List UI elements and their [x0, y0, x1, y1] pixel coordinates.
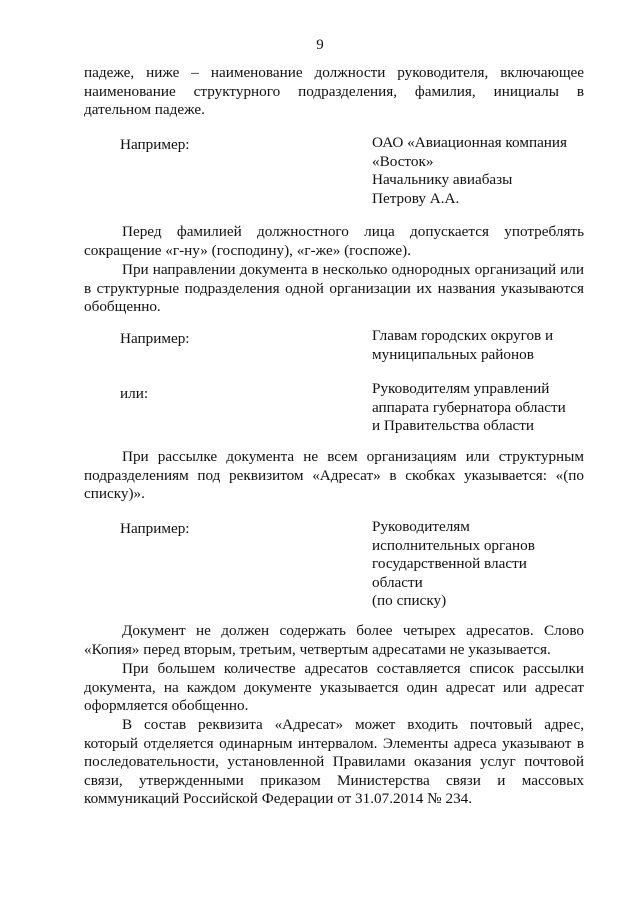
address-line: Начальнику авиабазы [372, 171, 513, 188]
example-label-1: Например: [120, 136, 190, 153]
address-line: исполнительных органов [372, 536, 535, 554]
paragraph-mailing-list: При большем количестве адресатов составляется список рассылки документа, на каждом документе указывается один адресат или адресат оформляется обобщенно. [84, 660, 584, 714]
example-label-4: Например: [120, 520, 190, 537]
example-address-2 [372, 327, 602, 364]
paragraph-by-list: При рассылке документа не всем организациям или структурным подразделениям под реквизитом «Адресат» в скобках указывается: «(по списку)». [84, 448, 584, 502]
address-line: Петрову А.А. [372, 189, 460, 207]
address-line: аппарата губернатора области [372, 398, 566, 416]
example-label-3: или: [120, 385, 149, 402]
paragraph-multiple-organizations: При направлении документа в несколько однородных организаций или в структурные подразделения одной организации их названия указываются обобщенно. [84, 261, 584, 315]
address-line: Руководителям управлений [372, 380, 550, 397]
address-line: и Правительства области [372, 417, 535, 434]
paragraph-abbreviation: Перед фамилией должностного лица допускается употреблять сокращение «г-ну» (господину), «г-же» (госпоже). [84, 223, 584, 259]
address-line: Руководителям [372, 518, 470, 535]
example-label-2: Например: [120, 330, 190, 347]
address-line: муниципальных районов [372, 345, 534, 363]
example-address-1 [372, 134, 602, 208]
paragraph-max-addressees: Документ не должен содержать более четырех адресатов. Слово «Копия» перед вторым, третьим, четвертым адресатами не указывается. [84, 622, 584, 658]
address-line: «Восток» [372, 152, 434, 170]
address-line: Главам городских округов и [372, 327, 554, 344]
paragraph-addressee-case: падеже, ниже – наименование должности руководителя, включающее наименование структурного подразделения, фамилия, инициалы в дательном падеже. [84, 64, 584, 118]
address-line: государственной власти [372, 555, 527, 572]
example-address-4 [372, 518, 602, 611]
address-line: (по списку) [372, 592, 447, 609]
address-line: области [372, 573, 423, 591]
paragraph-postal-address: В состав реквизита «Адресат» может входить почтовый адрес, который отделяется одинарным интервалом. Элементы адреса указывают в последовательности, установленной Правилами оказания услуг почтовой связи, утвержденными приказом Министерства связи и массовых коммуникаций Российской Федерации от 31.07.2014 № 234. [84, 716, 584, 807]
example-address-3 [372, 380, 602, 436]
page-number: 9 [316, 37, 324, 53]
address-line: ОАО «Авиационная компания [372, 134, 568, 151]
